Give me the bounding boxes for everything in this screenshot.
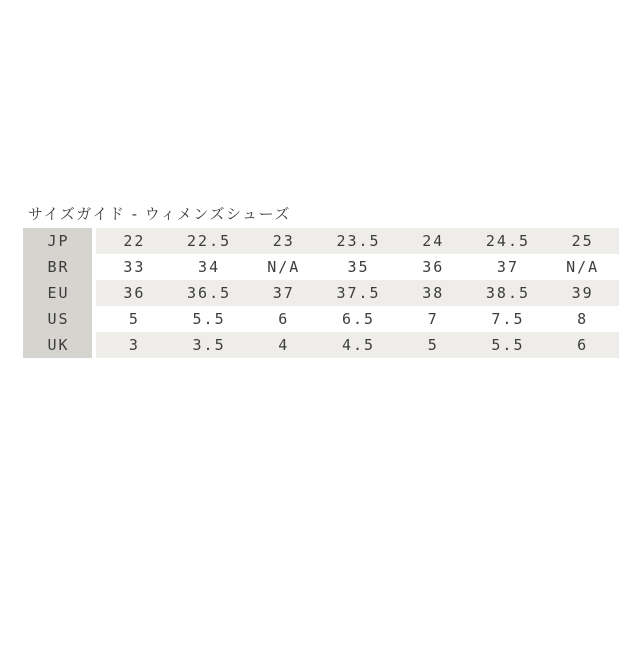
size-cell: 23.5 bbox=[336, 232, 381, 250]
size-cell: 6 bbox=[577, 336, 589, 354]
size-cell: N/A bbox=[566, 258, 600, 276]
size-cell: 36 bbox=[123, 284, 146, 302]
size-cell: 25 bbox=[571, 232, 594, 250]
row-values bbox=[96, 254, 619, 280]
size-cell: 5.5 bbox=[192, 310, 226, 328]
size-row-uk bbox=[23, 332, 619, 358]
size-cell: 36.5 bbox=[187, 284, 232, 302]
size-cell: 4 bbox=[278, 336, 290, 354]
size-row-us bbox=[23, 306, 619, 332]
size-cell: 34 bbox=[198, 258, 221, 276]
size-cell: 3.5 bbox=[192, 336, 226, 354]
size-cell: 37 bbox=[272, 284, 295, 302]
row-label: US bbox=[23, 306, 92, 332]
row-label: UK bbox=[23, 332, 92, 358]
size-row-jp bbox=[23, 228, 619, 254]
row-values bbox=[96, 228, 619, 254]
size-cell: 37 bbox=[496, 258, 519, 276]
size-row-eu bbox=[23, 280, 619, 306]
size-cell: 5 bbox=[128, 310, 140, 328]
size-cell: 38 bbox=[422, 284, 445, 302]
size-cell: 3 bbox=[128, 336, 140, 354]
size-cell: 4.5 bbox=[341, 336, 376, 354]
size-guide-title: サイズガイド - ウィメンズシューズ bbox=[28, 205, 291, 223]
row-values bbox=[96, 332, 619, 358]
size-cell: 33 bbox=[123, 258, 146, 276]
size-cell: 7 bbox=[427, 310, 439, 328]
size-cell: 22 bbox=[123, 232, 146, 250]
size-cell: N/A bbox=[267, 258, 301, 276]
row-label: BR bbox=[23, 254, 92, 280]
size-cell: 24 bbox=[422, 232, 445, 250]
row-label: JP bbox=[23, 228, 92, 254]
size-cell: 37.5 bbox=[336, 284, 381, 302]
size-row-br bbox=[23, 254, 619, 280]
size-cell: 5 bbox=[427, 336, 439, 354]
size-cell: 35 bbox=[347, 258, 370, 276]
row-values bbox=[96, 280, 619, 306]
size-cell: 6 bbox=[278, 310, 290, 328]
size-cell: 38.5 bbox=[485, 284, 531, 302]
size-cell: 6.5 bbox=[341, 310, 376, 328]
size-cell: 22.5 bbox=[187, 232, 232, 250]
size-cell: 7.5 bbox=[491, 310, 525, 328]
size-cell: 8 bbox=[577, 310, 589, 328]
size-cell: 5.5 bbox=[491, 336, 525, 354]
row-values bbox=[96, 306, 619, 332]
size-cell: 39 bbox=[571, 284, 594, 302]
size-cell: 24.5 bbox=[485, 232, 531, 250]
size-cell: 36 bbox=[422, 258, 445, 276]
row-label: EU bbox=[23, 280, 92, 306]
size-cell: 23 bbox=[272, 232, 295, 250]
size-guide-table bbox=[23, 228, 619, 358]
